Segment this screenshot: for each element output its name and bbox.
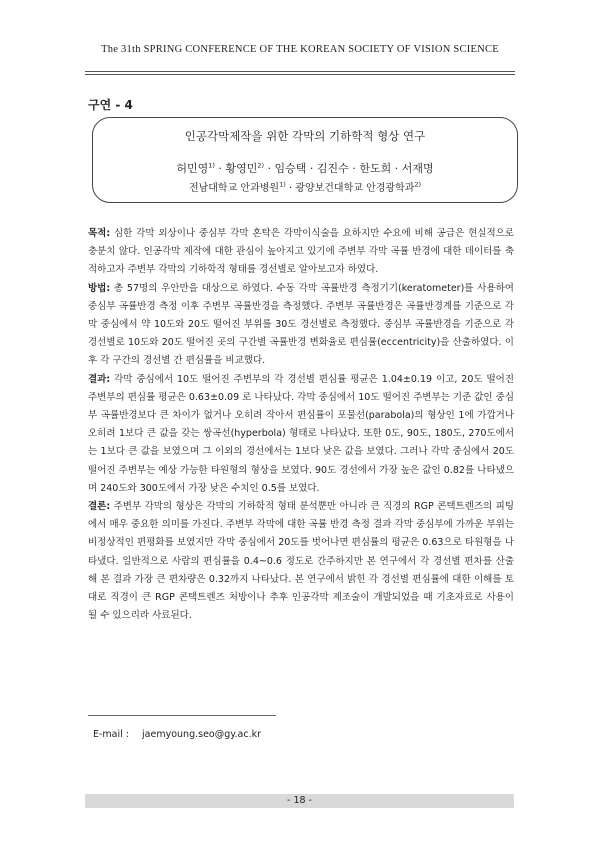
separator: ·	[214, 162, 226, 175]
title-box	[92, 117, 518, 203]
purpose-text: 심한 각막 외상이나 중심부 각막 혼탁은 각막이식술을 요하지만 수요에 비해 공급은 현실적으로 충분치 않다. 인공각막 제작에 대한 관심이 높아지고 있기에 주변부 각막 곡률 반경에 대한 데이터를 축적하고자 주변부 각막의 기하학적 형태를 경선별로 알아보고자 하였다.	[88, 228, 514, 276]
method-label: 방법:	[88, 282, 111, 294]
paper-title: 인공각막제작을 위한 각막의 기하학적 형상 연구	[184, 129, 426, 143]
email-footnote	[93, 729, 261, 740]
author-name-mark: 1)	[208, 161, 215, 170]
affiliation-name: 광양보건대학교 안경광학과	[295, 183, 415, 194]
header-rule-upper	[85, 71, 515, 72]
separator: ·	[348, 162, 360, 175]
conclusion-paragraph	[88, 498, 514, 625]
affiliation-name-mark: 1)	[279, 180, 286, 189]
result-text: 각막 중심에서 10도 떨어진 주변부의 각 경선별 편심률 평균은 1.04±0.19 이고, 20도 떨어진 주변부의 편심률 평균은 0.63±0.09 로 나타났다. 각막 중심에서 10도 떨어진 주변부는 기준 값인 중심부 곡률반경보다 큰 차이가 없거나 오히려 작아서 편심률이 포물선(parabola)의 형상인 1에 가깝거나 오히려 1보다 큰 값을 갖는 쌍곡선(hyperbola) 형태로 나타났다. 또한 0도, 90도, 180도, 270도에서는 1보다 큰 값을 보였으며 그 이외의 경선에서는 1보다 낮은 값을 보였다. 그러나 각막 중심에서 20도 떨어진 주변부는 예상 가능한 타원형의 형상을 보였다. 90도 경선에서 가장 높은 값인 0.82를 나타냈으며 240도와 300도에서 가장 낮은 수치인 0.5를 보였다.	[88, 373, 514, 494]
author-name: 서재명	[401, 162, 434, 175]
conclusion-text: 주변부 각막의 형상은 각막의 기하학적 형태 분석뿐만 아니라 큰 직경의 RGP 콘택트렌즈의 피팅에서 매우 중요한 의미를 가진다. 주변부 각막에 대한 곡률 반경 측정 결과 각막 중심부에 가까운 부위는 비정상적인 편평화를 보였지만 각막 중심에서 20도를 벗어나면 편심률의 평균은 0.63으로 타원형을 나타냈다. 일반적으로 사람의 편심률을 0.4~0.6 정도로 간주하지만 본 연구에서 각 경선별 편차를 산출해 본 결과 가장 큰 편차량은 0.32까지 나타났다. 본 연구에서 밝힌 각 경선별 편심률에 대한 이해를 토대로 직경이 큰 RGP 콘택트렌즈 처방이나 추후 인공각막 제조술이 개발되었을 때 기초자료로 사용이 될 수 있으리라 사료된다.	[88, 501, 514, 622]
abstract-body	[88, 225, 514, 625]
conference-header: The 31th SPRING CONFERENCE OF THE KOREAN SOCIETY OF VISION SCIENCE	[101, 44, 499, 55]
author-name: 임승택	[274, 162, 307, 175]
method-text: 총 57명의 우안만을 대상으로 하였다. 수동 각막 곡률반경 측정기기(keratometer)를 사용하여 중심부 곡률반경 측정 이후 주변부 곡률반경을 측정했다. 주변부 곡률반경은 곡률반경계를 기준으로 각막 중심에서 약 10도와 20도 떨어진 부위를 30도 경선별로 측정했다. 중심부 곡률반경을 기준으로 각 경선별로 10도와 20도 떨어진 곳의 구간별 곡률반경 변화율로 편심률(eccentricity)을 산출하였다. 이후 각 구간의 경선별 간 편심률을 비교했다.	[88, 282, 514, 367]
author-name-mark: 2)	[257, 161, 265, 170]
email-address[interactable]: jaemyoung.seo@gy.ac.kr	[142, 729, 262, 740]
page-number: - 18 -	[287, 795, 312, 806]
author-list	[93, 160, 517, 176]
email-label: E-mail :	[93, 729, 130, 740]
page-footer	[85, 794, 514, 808]
separator: ·	[306, 162, 317, 175]
result-label: 결과:	[88, 373, 111, 385]
purpose-paragraph	[88, 225, 514, 280]
separator: ·	[264, 162, 275, 175]
conclusion-label: 결론:	[88, 501, 111, 513]
purpose-label: 목적:	[88, 228, 111, 239]
author-name: 한도희	[359, 162, 392, 175]
method-paragraph	[88, 280, 514, 371]
footnote-divider	[88, 715, 276, 716]
author-name: 김진수	[316, 162, 349, 175]
affiliation-list	[93, 179, 517, 194]
author-name: 허민영	[176, 162, 209, 175]
affiliation-name: 전남대학교 안과병원	[188, 183, 280, 194]
affiliation-name-mark: 2)	[414, 180, 422, 189]
author-name: 황영민	[225, 162, 258, 175]
header-rule-lower	[85, 74, 515, 75]
result-paragraph	[88, 371, 514, 498]
separator: ·	[391, 162, 402, 175]
session-label: 구연 - 4	[88, 98, 133, 112]
separator: ·	[285, 183, 296, 194]
